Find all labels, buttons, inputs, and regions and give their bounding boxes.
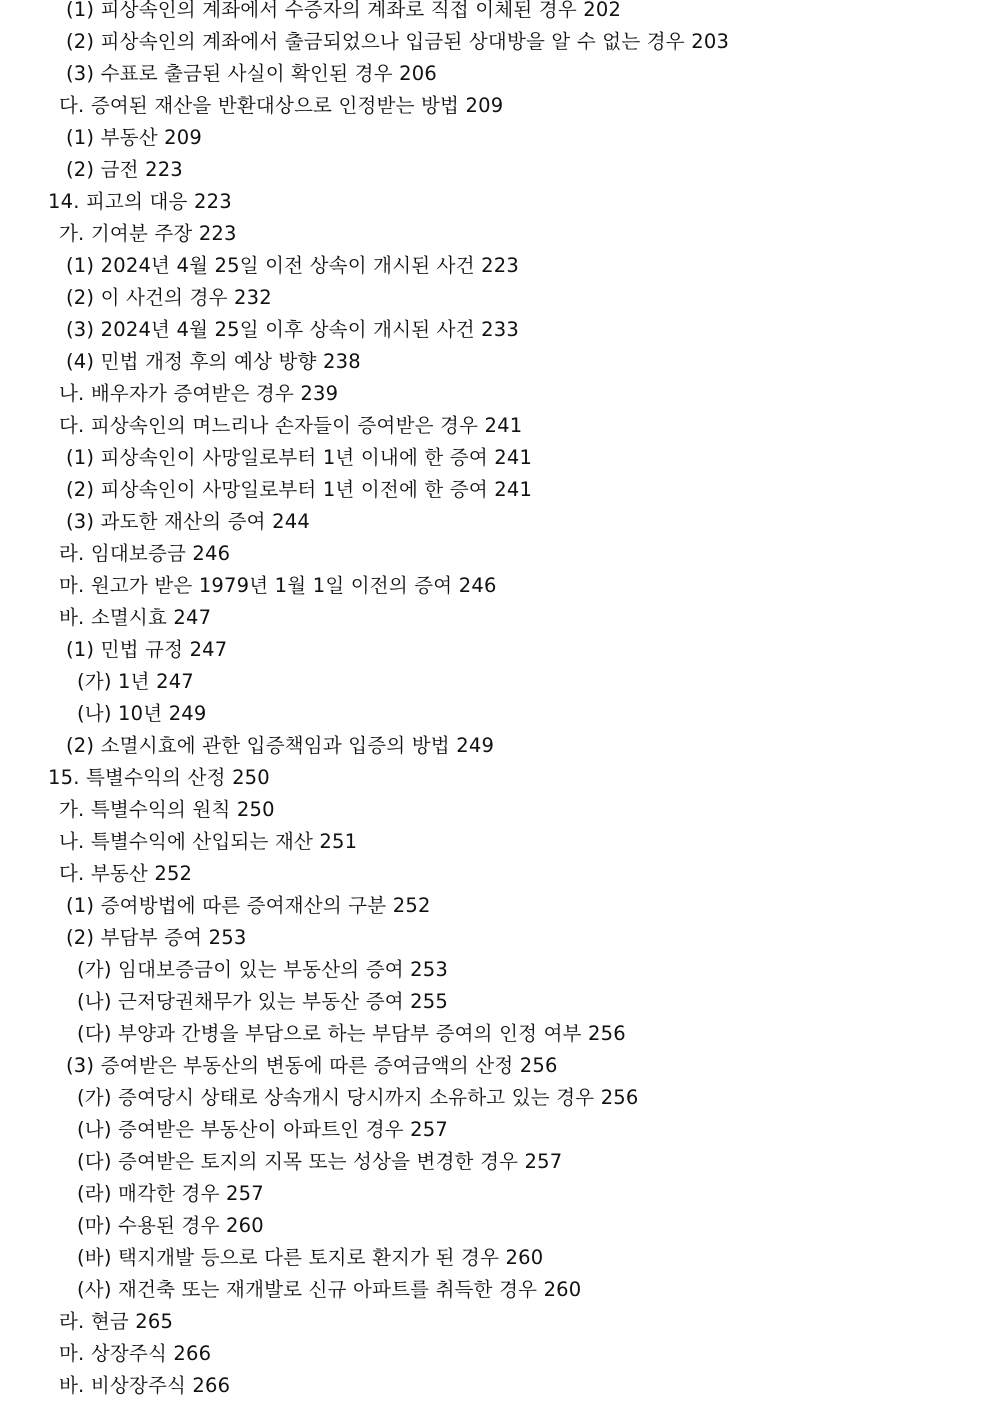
toc-entry-level-1: 마. 원고가 받은 1979년 1월 1일 이전의 증여 246 xyxy=(59,574,497,597)
toc-entry-level-3: (나) 증여받은 부동산이 아파트인 경우 257 xyxy=(77,1118,448,1141)
toc-entry-level-2: (3) 과도한 재산의 증여 244 xyxy=(66,510,310,533)
toc-entry-level-0: 14. 피고의 대응 223 xyxy=(48,190,232,213)
toc-entry-level-1: 가. 특별수익의 원칙 250 xyxy=(59,798,275,821)
toc-entry-level-1: 다. 증여된 재산을 반환대상으로 인정받는 방법 209 xyxy=(59,94,504,117)
toc-entry-level-1: 가. 기여분 주장 223 xyxy=(59,222,237,245)
toc-entry-level-2: (1) 증여방법에 따른 증여재산의 구분 252 xyxy=(66,894,431,917)
toc-entry-level-1: 마. 상장주식 266 xyxy=(59,1342,212,1365)
toc-entry-level-2: (1) 피상속인이 사망일로부터 1년 이내에 한 증여 241 xyxy=(66,446,533,469)
toc-entry-level-2: (2) 부담부 증여 253 xyxy=(66,926,247,949)
toc-entry-level-2: (2) 이 사건의 경우 232 xyxy=(66,286,272,309)
toc-entry-level-3: (사) 재건축 또는 재개발로 신규 아파트를 취득한 경우 260 xyxy=(77,1278,582,1301)
toc-entry-level-3: (다) 증여받은 토지의 지목 또는 성상을 변경한 경우 257 xyxy=(77,1150,563,1173)
toc-entry-level-3: (라) 매각한 경우 257 xyxy=(77,1182,264,1205)
toc-entry-level-3: (나) 근저당권채무가 있는 부동산 증여 255 xyxy=(77,990,448,1013)
toc-entry-level-2: (1) 2024년 4월 25일 이전 상속이 개시된 사건 223 xyxy=(66,254,519,277)
toc-entry-level-2: (3) 2024년 4월 25일 이후 상속이 개시된 사건 233 xyxy=(66,318,519,341)
toc-entry-level-1: 나. 배우자가 증여받은 경우 239 xyxy=(59,382,339,405)
toc-entry-level-2: (2) 소멸시효에 관한 입증책임과 입증의 방법 249 xyxy=(66,734,495,757)
toc-entry-level-1: 다. 피상속인의 며느리나 손자들이 증여받은 경우 241 xyxy=(59,414,523,437)
toc-entry-level-2: (3) 수표로 출금된 사실이 확인된 경우 206 xyxy=(66,62,437,85)
toc-entry-level-3: (가) 1년 247 xyxy=(77,670,194,693)
toc-entry-level-1: 나. 특별수익에 산입되는 재산 251 xyxy=(59,830,358,853)
toc-entry-level-1: 바. 비상장주식 266 xyxy=(59,1374,231,1397)
toc-entry-level-2: (2) 피상속인의 계좌에서 출금되었으나 입금된 상대방을 알 수 없는 경우 203 xyxy=(66,30,730,53)
toc-entry-level-3: (가) 임대보증금이 있는 부동산의 증여 253 xyxy=(77,958,448,981)
toc-entry-level-3: (나) 10년 249 xyxy=(77,702,207,725)
toc-entry-level-1: 바. 소멸시효 247 xyxy=(59,606,212,629)
toc-entry-level-2: (4) 민법 개정 후의 예상 방향 238 xyxy=(66,350,361,373)
toc-entry-level-3: (다) 부양과 간병을 부담으로 하는 부담부 증여의 인정 여부 256 xyxy=(77,1022,626,1045)
toc-entry-level-1: 라. 현금 265 xyxy=(59,1310,174,1333)
toc-entry-level-2: (2) 금전 223 xyxy=(66,158,183,181)
toc-entry-level-2: (1) 부동산 209 xyxy=(66,126,202,149)
toc-entry-level-1: 다. 부동산 252 xyxy=(59,862,193,885)
toc-entry-level-3: (마) 수용된 경우 260 xyxy=(77,1214,264,1237)
toc-entry-level-2: (2) 피상속인이 사망일로부터 1년 이전에 한 증여 241 xyxy=(66,478,533,501)
toc-entry-level-2: (1) 민법 규정 247 xyxy=(66,638,228,661)
toc-entry-level-2: (1) 피상속인의 계좌에서 수증자의 계좌로 직접 이체된 경우 202 xyxy=(66,0,622,21)
toc-entry-level-3: (바) 택지개발 등으로 다른 토지로 환지가 된 경우 260 xyxy=(77,1246,544,1269)
toc-entry-level-0: 15. 특별수익의 산정 250 xyxy=(48,766,270,789)
toc-entry-level-2: (3) 증여받은 부동산의 변동에 따른 증여금액의 산정 256 xyxy=(66,1054,558,1077)
toc-entry-level-3: (가) 증여당시 상태로 상속개시 당시까지 소유하고 있는 경우 256 xyxy=(77,1086,639,1109)
toc-entry-level-1: 라. 임대보증금 246 xyxy=(59,542,231,565)
